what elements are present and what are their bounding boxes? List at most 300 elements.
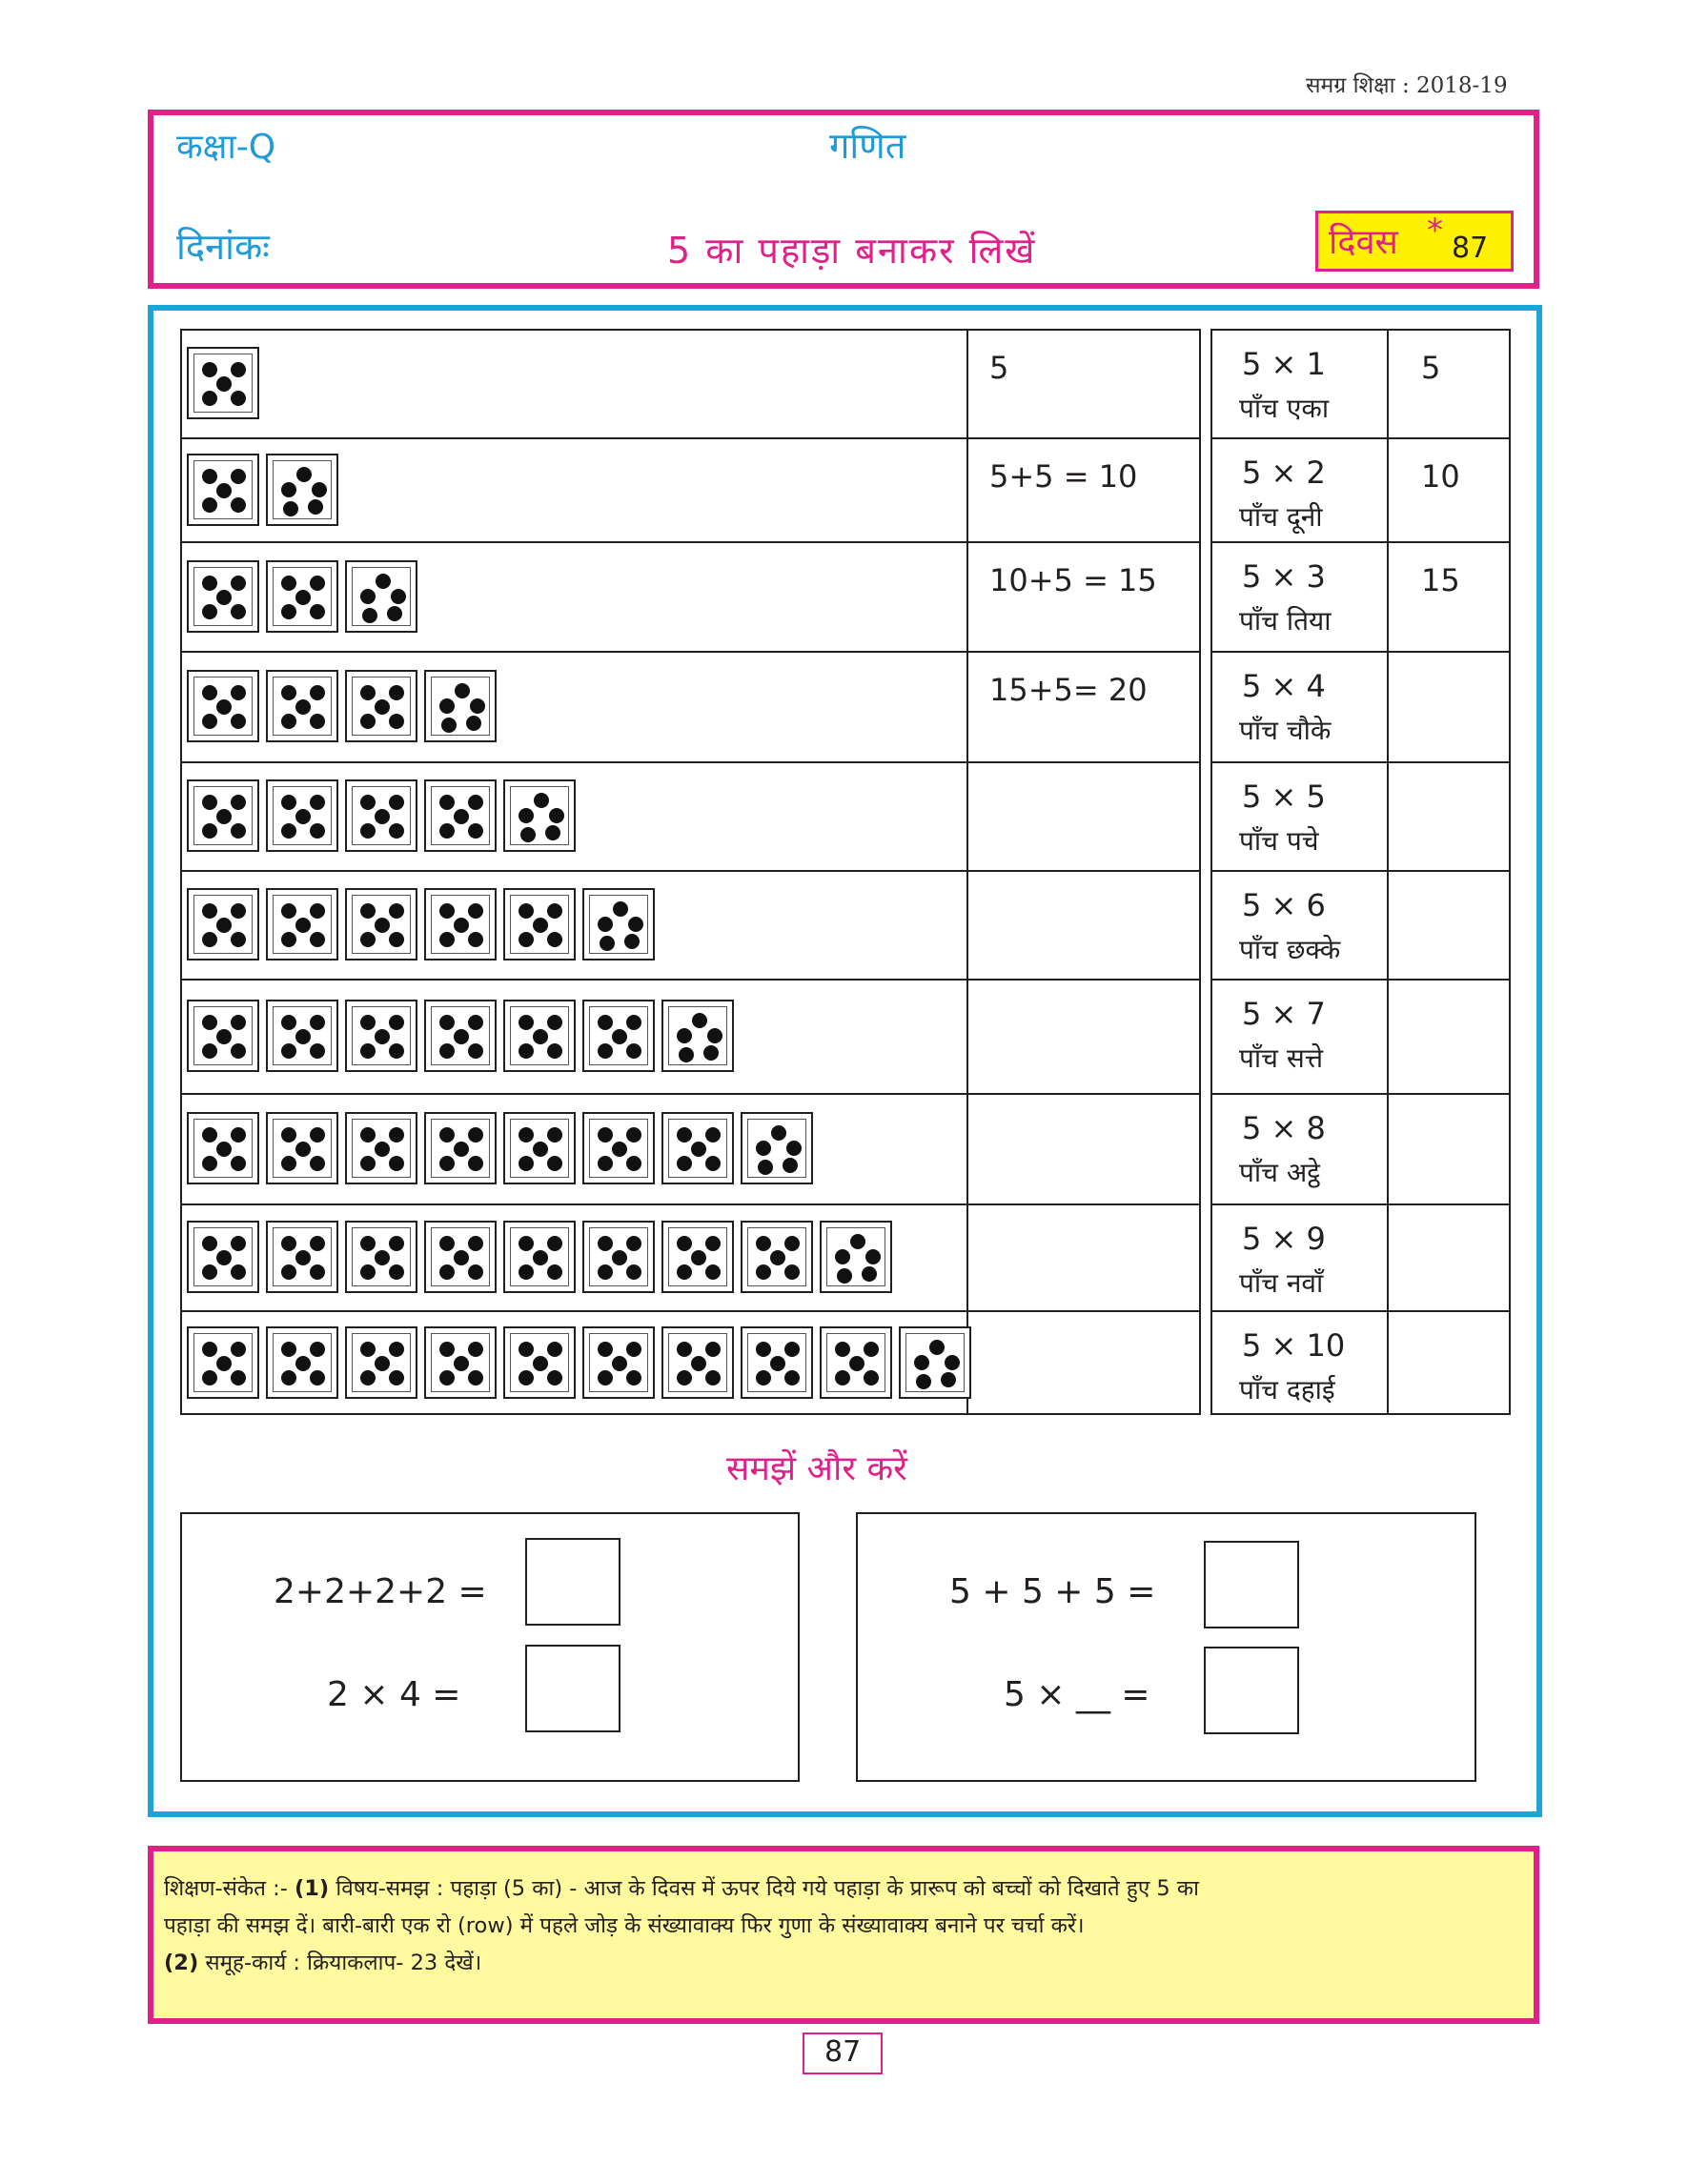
die-dot xyxy=(295,1029,311,1044)
die-dot xyxy=(598,1370,613,1385)
die-face xyxy=(193,1333,253,1392)
die-face xyxy=(905,1333,965,1392)
die-face xyxy=(510,895,569,954)
die-dot xyxy=(439,823,455,839)
die-face xyxy=(273,1006,332,1065)
hindi-reading: पाँच सत्ते xyxy=(1239,1042,1324,1074)
product-result: 5 xyxy=(1421,350,1441,386)
die-dot xyxy=(519,1156,534,1171)
die-dot xyxy=(231,823,246,839)
die-dot xyxy=(626,1127,641,1143)
die xyxy=(345,1326,417,1399)
die-dot xyxy=(547,1370,562,1385)
die-dot xyxy=(360,795,376,810)
die-dot xyxy=(598,1156,613,1171)
die-dot xyxy=(439,1236,455,1251)
die-dot xyxy=(756,1141,771,1156)
die-dot xyxy=(758,1160,773,1175)
die xyxy=(345,888,417,961)
die xyxy=(187,454,259,526)
die-dot xyxy=(310,714,325,729)
die-dot xyxy=(231,576,246,591)
die-face xyxy=(826,1227,885,1286)
die-dot xyxy=(613,901,628,917)
multiplication-expression: 5 × 10 xyxy=(1242,1327,1346,1364)
die-dot xyxy=(598,1127,613,1143)
die-face xyxy=(668,1119,727,1178)
die-dot xyxy=(864,1370,879,1385)
die-dot xyxy=(376,574,391,589)
die-dot xyxy=(202,362,217,377)
die-dot xyxy=(310,823,325,839)
hindi-reading: पाँच अट्ठे xyxy=(1239,1157,1320,1188)
die-face xyxy=(826,1333,885,1392)
die-dot xyxy=(468,1043,483,1059)
die-dot xyxy=(612,1029,627,1044)
sum-sentence: 5+5 = 10 xyxy=(989,458,1138,495)
die-dot xyxy=(677,1156,692,1171)
row-separator xyxy=(1210,437,1511,439)
die-dot xyxy=(756,1236,771,1251)
die-dot xyxy=(549,808,564,823)
row-separator xyxy=(180,1093,1201,1095)
die-dot xyxy=(202,1342,217,1357)
die-dot xyxy=(281,1156,296,1171)
die xyxy=(345,1112,417,1184)
die-dot xyxy=(439,932,455,947)
die-dot xyxy=(677,1236,692,1251)
die-face xyxy=(352,1006,411,1065)
exercise-left-line2: 2 × 4 = xyxy=(327,1675,461,1714)
die-face xyxy=(431,1006,490,1065)
multiplication-expression: 5 × 6 xyxy=(1242,887,1326,923)
die xyxy=(582,1326,655,1399)
die-dot xyxy=(439,795,455,810)
row-separator xyxy=(180,1310,1201,1312)
die-dot xyxy=(454,918,469,933)
exercise-box-left xyxy=(180,1512,800,1782)
die-dot xyxy=(281,482,296,497)
die xyxy=(820,1326,892,1399)
multiplication-expression: 5 × 8 xyxy=(1242,1110,1326,1146)
die-dot xyxy=(519,932,534,947)
die xyxy=(266,1112,338,1184)
die-dot xyxy=(310,576,325,591)
die-dot xyxy=(865,1249,881,1264)
die xyxy=(266,1000,338,1072)
die-dot xyxy=(295,809,311,824)
die-dot xyxy=(360,1264,376,1280)
die-dot xyxy=(310,1043,325,1059)
hindi-reading: पाँच पचे xyxy=(1239,825,1319,857)
die-dot xyxy=(533,918,548,933)
die-dot xyxy=(784,1236,800,1251)
die-dot xyxy=(547,1156,562,1171)
die-dot xyxy=(281,1015,296,1030)
page-number: 87 xyxy=(824,2035,862,2069)
die-dot xyxy=(679,1047,694,1062)
die xyxy=(345,1000,417,1072)
die xyxy=(661,1326,734,1399)
answer-box[interactable] xyxy=(1204,1647,1299,1734)
die-face xyxy=(510,1227,569,1286)
die-dot xyxy=(310,1370,325,1385)
die-dot xyxy=(360,1043,376,1059)
die xyxy=(503,1221,576,1293)
die-dot xyxy=(389,1127,404,1143)
multiplication-expression: 5 × 4 xyxy=(1242,668,1326,704)
exercise-right-line2: 5 × __ = xyxy=(1004,1675,1150,1714)
die-dot xyxy=(454,1250,469,1265)
die-dot xyxy=(281,1264,296,1280)
die-dot xyxy=(281,903,296,919)
die xyxy=(503,888,576,961)
product-result: 15 xyxy=(1421,562,1460,598)
die-dot xyxy=(202,685,217,700)
sum-sentence: 10+5 = 15 xyxy=(989,562,1157,598)
die-dot xyxy=(691,1250,706,1265)
die-dot xyxy=(626,1264,641,1280)
die-face xyxy=(352,1119,411,1178)
die-dot xyxy=(468,823,483,839)
die-dot xyxy=(468,1015,483,1030)
note-line-3 xyxy=(164,1947,481,1976)
die-dot xyxy=(216,1142,232,1157)
column-divider xyxy=(1387,331,1389,1413)
die-dot xyxy=(547,1043,562,1059)
die-dot xyxy=(375,699,390,715)
die-dot xyxy=(598,1043,613,1059)
die-dot xyxy=(677,1127,692,1143)
hindi-reading: पाँच दहाई xyxy=(1239,1374,1335,1405)
die xyxy=(187,670,259,742)
die-dot xyxy=(626,1043,641,1059)
die-dot xyxy=(281,1370,296,1385)
die-dot xyxy=(375,1142,390,1157)
die-dot xyxy=(612,1356,627,1371)
die-dot xyxy=(231,1370,246,1385)
die-dot xyxy=(705,1236,721,1251)
die-dot xyxy=(783,1158,798,1173)
note-point-1: (1) xyxy=(294,1876,330,1901)
die-dot xyxy=(624,934,640,949)
die-dot xyxy=(692,1013,707,1028)
die xyxy=(424,1221,497,1293)
date-label: दिनांकः xyxy=(176,226,270,268)
die-dot xyxy=(598,917,613,932)
die xyxy=(503,1112,576,1184)
die-dot xyxy=(360,685,376,700)
sum-sentence: 5 xyxy=(989,350,1009,386)
multiplication-expression: 5 × 9 xyxy=(1242,1221,1326,1257)
die-face xyxy=(589,1227,648,1286)
die-face xyxy=(352,895,411,954)
note-line-1 xyxy=(164,1872,1199,1902)
die-dot xyxy=(281,932,296,947)
die xyxy=(503,1000,576,1072)
die-dot xyxy=(705,1264,721,1280)
row-separator xyxy=(180,541,1201,543)
die-dot xyxy=(835,1370,850,1385)
die-dot xyxy=(360,1236,376,1251)
answer-box[interactable] xyxy=(525,1538,620,1626)
die-dot xyxy=(468,932,483,947)
die xyxy=(741,1112,813,1184)
die-dot xyxy=(375,1029,390,1044)
die-dot xyxy=(547,1015,562,1030)
die-dot xyxy=(231,1236,246,1251)
die-dot xyxy=(466,716,481,731)
die-dot xyxy=(703,1045,719,1061)
die-dot xyxy=(626,1370,641,1385)
die-dot xyxy=(784,1342,800,1357)
die-dot xyxy=(281,1127,296,1143)
die-dot xyxy=(439,1015,455,1030)
die-dot xyxy=(281,576,296,591)
die-dot xyxy=(547,1342,562,1357)
die-dot xyxy=(202,1236,217,1251)
die-dot xyxy=(202,903,217,919)
exercise-box-right xyxy=(856,1512,1476,1782)
die-dot xyxy=(835,1249,850,1264)
die-face xyxy=(431,1227,490,1286)
die xyxy=(503,779,576,852)
die xyxy=(741,1326,813,1399)
top-note: समग्र शिक्षा : 2018-19 xyxy=(1306,73,1508,98)
die-dot xyxy=(295,1356,311,1371)
die-face xyxy=(589,895,648,954)
die-face xyxy=(273,1227,332,1286)
exercise-right-line1: 5 + 5 + 5 = xyxy=(949,1572,1156,1611)
row-separator xyxy=(180,870,1201,872)
die-dot xyxy=(945,1355,960,1370)
die-dot xyxy=(862,1266,877,1282)
die-dot xyxy=(705,1127,721,1143)
row-separator xyxy=(1210,761,1511,763)
die-face xyxy=(273,567,332,626)
die xyxy=(187,1326,259,1399)
die xyxy=(661,1000,734,1072)
die-dot xyxy=(231,1264,246,1280)
die-dot xyxy=(283,501,298,516)
die-dot xyxy=(231,1156,246,1171)
die-dot xyxy=(545,825,560,840)
die-dot xyxy=(389,823,404,839)
die xyxy=(424,1000,497,1072)
die-face xyxy=(352,677,411,736)
exercise-left-line1: 2+2+2+2 = xyxy=(274,1572,487,1611)
die-dot xyxy=(389,1236,404,1251)
die-dot xyxy=(850,1234,865,1249)
multiplication-expression: 5 × 3 xyxy=(1242,558,1326,595)
die-dot xyxy=(281,604,296,619)
die xyxy=(424,670,497,742)
die-dot xyxy=(202,1043,217,1059)
die-dot xyxy=(389,795,404,810)
die-face xyxy=(273,677,332,736)
die xyxy=(266,560,338,633)
hindi-reading: पाँच छक्के xyxy=(1239,934,1341,965)
die-dot xyxy=(547,1236,562,1251)
die-dot xyxy=(784,1370,800,1385)
die-dot xyxy=(231,714,246,729)
die-dot xyxy=(202,604,217,619)
answer-box[interactable] xyxy=(1204,1541,1299,1628)
die-dot xyxy=(202,391,217,406)
die-dot xyxy=(231,1043,246,1059)
die xyxy=(187,1221,259,1293)
die-dot xyxy=(756,1370,771,1385)
die-dot xyxy=(455,683,470,698)
die-dot xyxy=(216,1356,232,1371)
die-dot xyxy=(391,589,406,604)
die xyxy=(582,1000,655,1072)
multiplication-expression: 5 × 5 xyxy=(1242,779,1326,815)
die-dot xyxy=(216,483,232,498)
die-dot xyxy=(705,1370,721,1385)
die-face xyxy=(273,1119,332,1178)
die xyxy=(661,1112,734,1184)
die-face xyxy=(193,1227,253,1286)
die-dot xyxy=(547,932,562,947)
sum-sentence: 15+5= 20 xyxy=(989,672,1148,708)
die-dot xyxy=(439,1043,455,1059)
die-dot xyxy=(231,932,246,947)
die-dot xyxy=(310,932,325,947)
die-face xyxy=(193,895,253,954)
die-dot xyxy=(598,1236,613,1251)
die-dot xyxy=(691,1356,706,1371)
die-dot xyxy=(310,1264,325,1280)
row-separator xyxy=(1210,1093,1511,1095)
die-dot xyxy=(784,1264,800,1280)
die-face xyxy=(589,1333,648,1392)
die-dot xyxy=(389,1015,404,1030)
die-dot xyxy=(202,932,217,947)
die xyxy=(266,1221,338,1293)
die-face xyxy=(273,1333,332,1392)
die-face xyxy=(510,1333,569,1392)
die-dot xyxy=(519,1342,534,1357)
die-dot xyxy=(360,1156,376,1171)
die xyxy=(266,779,338,852)
die-dot xyxy=(312,482,327,497)
die-dot xyxy=(216,1250,232,1265)
die-dot xyxy=(281,1043,296,1059)
die xyxy=(187,1112,259,1184)
die-face xyxy=(747,1227,806,1286)
die-dot xyxy=(468,1370,483,1385)
die-dot xyxy=(310,1127,325,1143)
die-dot xyxy=(864,1342,879,1357)
page-title: 5 का पहाड़ा बनाकर लिखें xyxy=(667,230,1037,272)
row-separator xyxy=(1210,979,1511,981)
die-dot xyxy=(770,1356,785,1371)
multiplication-expression: 5 × 7 xyxy=(1242,996,1326,1032)
die-face xyxy=(510,786,569,845)
row-separator xyxy=(1210,1310,1511,1312)
die-dot xyxy=(202,1370,217,1385)
answer-box[interactable] xyxy=(525,1645,620,1732)
die-face xyxy=(193,1006,253,1065)
die-face xyxy=(352,1227,411,1286)
die-dot xyxy=(468,1342,483,1357)
die-dot xyxy=(308,499,323,515)
die-dot xyxy=(598,1342,613,1357)
die-dot xyxy=(231,391,246,406)
die-dot xyxy=(835,1342,850,1357)
die-dot xyxy=(295,1250,311,1265)
die-dot xyxy=(520,827,536,842)
die xyxy=(661,1221,734,1293)
die-dot xyxy=(362,608,377,623)
die xyxy=(503,1326,576,1399)
die-dot xyxy=(281,714,296,729)
die-face xyxy=(352,567,411,626)
die-dot xyxy=(771,1125,786,1141)
die-dot xyxy=(375,1356,390,1371)
die-dot xyxy=(534,793,549,808)
die-dot xyxy=(547,1127,562,1143)
die-dot xyxy=(281,1236,296,1251)
die xyxy=(187,779,259,852)
die-dot xyxy=(677,1370,692,1385)
die-dot xyxy=(281,795,296,810)
die xyxy=(820,1221,892,1293)
die xyxy=(582,1112,655,1184)
die-dot xyxy=(310,1342,325,1357)
die-dot xyxy=(519,1015,534,1030)
multiplication-expression: 5 × 2 xyxy=(1242,455,1326,491)
die-dot xyxy=(360,1342,376,1357)
die-dot xyxy=(626,1236,641,1251)
die-dot xyxy=(533,1142,548,1157)
die-dot xyxy=(533,1356,548,1371)
die-face xyxy=(431,677,490,736)
die-dot xyxy=(216,809,232,824)
die-dot xyxy=(626,1156,641,1171)
die xyxy=(345,1221,417,1293)
die-dot xyxy=(375,918,390,933)
die-dot xyxy=(598,1015,613,1030)
die-dot xyxy=(439,1127,455,1143)
die-dot xyxy=(439,1156,455,1171)
die xyxy=(741,1221,813,1293)
note-text-3: समूह-कार्य : क्रियाकलाप- 23 देखें। xyxy=(205,1951,482,1975)
die-dot xyxy=(470,698,485,714)
note-prefix: शिक्षण-संकेत :- xyxy=(164,1876,288,1901)
die-dot xyxy=(389,932,404,947)
die-face xyxy=(193,354,253,413)
die xyxy=(582,1221,655,1293)
die-dot xyxy=(691,1142,706,1157)
die-dot xyxy=(786,1141,802,1156)
row-separator xyxy=(1210,870,1511,872)
column-divider xyxy=(966,331,968,1413)
die-dot xyxy=(360,823,376,839)
die-dot xyxy=(231,685,246,700)
die-dot xyxy=(916,1374,931,1389)
die-dot xyxy=(202,823,217,839)
die-dot xyxy=(612,1142,627,1157)
die-dot xyxy=(231,1127,246,1143)
die-dot xyxy=(598,1264,613,1280)
die-dot xyxy=(389,903,404,919)
die-dot xyxy=(929,1340,945,1355)
die-dot xyxy=(389,1342,404,1357)
die-dot xyxy=(231,795,246,810)
hindi-reading: पाँच तिया xyxy=(1239,605,1332,637)
